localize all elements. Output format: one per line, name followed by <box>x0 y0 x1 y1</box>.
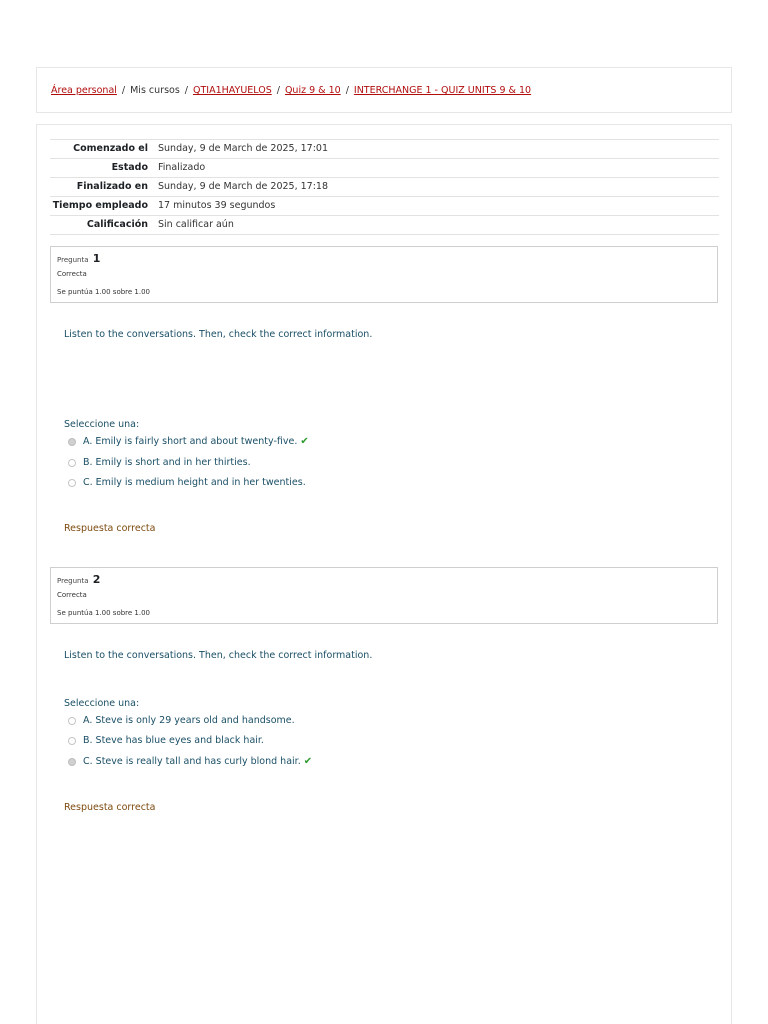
summary-label: Estado <box>111 162 148 173</box>
summary-value: Finalizado <box>158 162 206 173</box>
answer-option-label: C. Emily is medium height and in her twenties. <box>83 477 306 488</box>
breadcrumb <box>51 85 531 96</box>
answer-option[interactable] <box>68 715 295 726</box>
summary-row <box>50 178 719 197</box>
breadcrumb-separator: / <box>276 85 280 96</box>
summary-value: Sunday, 9 de March de 2025, 17:01 <box>158 143 329 154</box>
question-prompt-1: Seleccione una: <box>64 419 140 430</box>
breadcrumb-section[interactable]: Quiz 9 & 10 <box>284 85 341 96</box>
answer-option[interactable] <box>68 457 251 468</box>
summary-label: Tiempo empleado <box>52 200 148 211</box>
question-info-1 <box>50 246 718 303</box>
breadcrumb-separator: / <box>345 85 349 96</box>
breadcrumb-mis-cursos: Mis cursos <box>130 85 180 96</box>
question-info-2 <box>50 567 718 624</box>
question-text-1: Listen to the conversations. Then, check the correct information. <box>64 329 373 340</box>
question-feedback-1: Respuesta correcta <box>64 523 156 534</box>
answer-option-label: B. Emily is short and in her thirties. <box>83 457 251 468</box>
summary-label: Calificación <box>86 219 148 230</box>
summary-label: Finalizado en <box>76 181 148 192</box>
check-icon: ✔ <box>300 436 309 447</box>
breadcrumb-area-personal[interactable]: Área personal <box>51 85 117 96</box>
summary-value: Sin calificar aún <box>158 219 234 230</box>
answer-option-label: B. Steve has blue eyes and black hair. <box>83 735 264 746</box>
question-label: Pregunta <box>57 577 89 585</box>
answer-option[interactable] <box>68 756 312 767</box>
answer-option-label: A. Steve is only 29 years old and handsome. <box>83 715 295 726</box>
check-icon: ✔ <box>303 756 313 767</box>
radio-icon[interactable] <box>68 717 76 725</box>
summary-row <box>50 159 719 178</box>
attempt-summary-table <box>50 139 719 235</box>
answer-option-label: A. Emily is fairly short and about twenty-five. <box>83 436 298 447</box>
answer-option-label: C. Steve is really tall and has curly blond hair. <box>83 756 301 767</box>
answer-option[interactable] <box>68 436 309 447</box>
question-state: Correcta <box>57 270 87 278</box>
breadcrumb-separator: / <box>184 85 188 96</box>
question-number-value: 2 <box>92 573 101 586</box>
question-prompt-2: Seleccione una: <box>64 698 140 709</box>
summary-value: 17 minutos 39 segundos <box>158 200 276 211</box>
question-label: Pregunta <box>57 256 89 264</box>
question-number <box>57 252 100 265</box>
radio-icon[interactable] <box>68 737 76 745</box>
question-feedback-2: Respuesta correcta <box>64 802 156 813</box>
breadcrumb-quiz[interactable]: INTERCHANGE 1 - QUIZ UNITS 9 & 10 <box>353 85 532 96</box>
question-grade: Se puntúa 1.00 sobre 1.00 <box>57 609 151 617</box>
summary-value: Sunday, 9 de March de 2025, 17:18 <box>158 181 329 192</box>
radio-icon[interactable] <box>68 438 76 446</box>
answer-option[interactable] <box>68 477 306 488</box>
summary-row <box>50 216 719 235</box>
question-state: Correcta <box>57 591 87 599</box>
question-number-value: 1 <box>92 252 101 265</box>
summary-row <box>50 140 719 159</box>
radio-icon[interactable] <box>68 479 76 487</box>
radio-icon[interactable] <box>68 758 76 766</box>
answer-option[interactable] <box>68 735 264 746</box>
breadcrumb-course[interactable]: QTIA1HAYUELOS <box>192 85 272 96</box>
summary-label: Comenzado el <box>73 143 148 154</box>
summary-row <box>50 197 719 216</box>
breadcrumb-container <box>36 67 732 113</box>
breadcrumb-separator: / <box>121 85 126 96</box>
radio-icon[interactable] <box>68 459 76 467</box>
question-number <box>57 573 100 586</box>
question-grade: Se puntúa 1.00 sobre 1.00 <box>57 288 151 296</box>
question-text-2: Listen to the conversations. Then, check the correct information. <box>64 650 373 661</box>
